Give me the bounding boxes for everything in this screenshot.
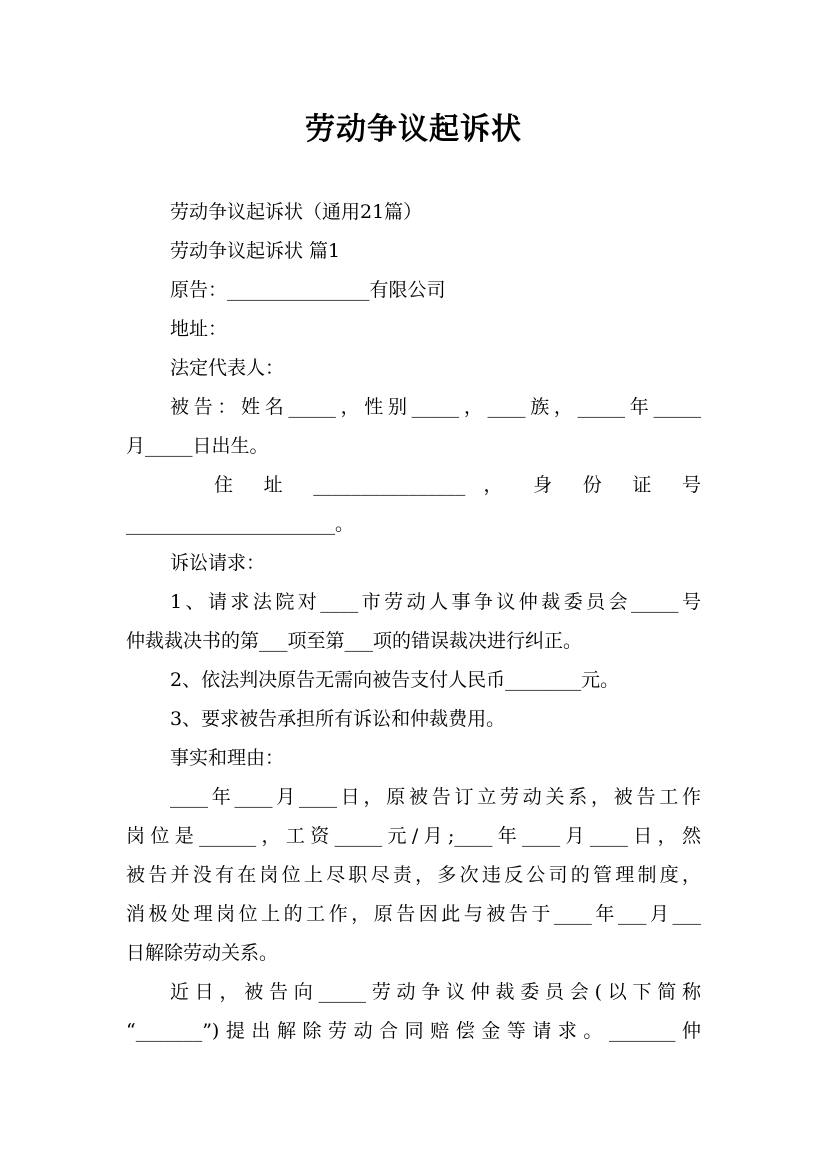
section-heading: 劳动争议起诉状 篇1 <box>170 240 341 262</box>
facts-line-2: 岗位是______，工资_____元/月;____年____月____日，然 <box>126 825 701 847</box>
defendant-birth-line: 月_____日出生。 <box>126 435 269 457</box>
defendant-address-line: 住 址 ________________ ， 身 份 证 号 <box>214 474 701 496</box>
claim-1-line-2: 仲裁裁决书的第___项至第___项的错误裁决进行纠正。 <box>126 630 583 652</box>
legal-rep-line: 法定代表人： <box>170 357 285 379</box>
claim-3-line: 3、要求被告承担所有诉讼和仲裁费用。 <box>170 708 506 730</box>
facts-line-4: 消极处理岗位上的工作，原告因此与被告于____年___月___ <box>126 903 701 925</box>
facts-line-5: 日解除劳动关系。 <box>126 942 279 964</box>
address-line: 地址： <box>170 318 228 340</box>
recent-line-2: “_______”)提出解除劳动合同赔偿金等请求。_______仲 <box>126 1020 701 1042</box>
document-title: 劳动争议起诉状 <box>305 112 522 147</box>
claim-1-line-1: 1、请求法院对____市劳动人事争议仲裁委员会_____号 <box>170 591 701 613</box>
defendant-line: 被告：姓名_____，性别_____，____族，_____年_____ <box>170 396 701 418</box>
facts-line-1: ____年____月____日，原被告订立劳动关系，被告工作 <box>170 786 701 808</box>
facts-line-3: 被告并没有在岗位上尽职尽责，多次违反公司的管理制度， <box>126 864 701 886</box>
subtitle-line: 劳动争议起诉状（通用21篇） <box>170 201 423 223</box>
claims-heading: 诉讼请求： <box>170 552 266 574</box>
plaintiff-line: 原告：_______________有限公司 <box>170 279 446 301</box>
claim-2-line: 2、依法判决原告无需向被告支付人民币________元。 <box>170 669 620 691</box>
recent-line-1: 近日，被告向_____劳动争议仲裁委员会(以下简称 <box>170 981 701 1003</box>
id-number-line: ______________________。 <box>126 513 355 535</box>
facts-heading: 事实和理由： <box>170 747 285 769</box>
